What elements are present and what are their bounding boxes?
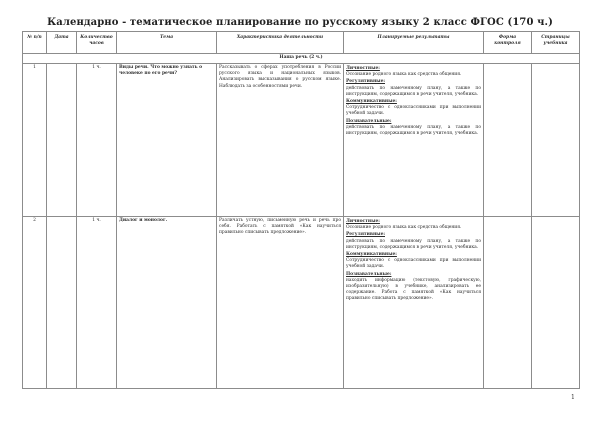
row-activities: [217, 217, 344, 389]
row-topic: Виды речи. Что можно узнать о человеке по его речи?: [117, 64, 217, 217]
table-row: [23, 64, 580, 217]
page-number: 1: [571, 394, 575, 401]
row-hours: 1 ч.: [77, 64, 117, 217]
result-heading: Личностные:: [346, 219, 380, 224]
result-heading: Коммуникативные:: [346, 252, 397, 258]
header-num: № п/п: [23, 32, 47, 54]
result-text: действовать по намеченному плану, а также по инструкциям, содержащимся в речи учителя, учебника.: [346, 85, 481, 97]
result-heading: Познавательные:: [346, 271, 392, 277]
section-title: Наша речь (2 ч.): [23, 54, 580, 64]
row-form: [484, 217, 532, 389]
result-text: действовать по намеченному плану, а также по инструкциям, содержащимся в речи учителя, учебника.: [346, 124, 481, 137]
result-heading: Личностные:: [346, 66, 380, 71]
header-row: [23, 32, 580, 54]
result-text: действовать по намеченному плану, а также по инструкциям, содержащимся в речи учителя, учебника.: [346, 238, 481, 250]
planning-table: [22, 31, 580, 389]
row-hours: 1 ч.: [77, 217, 117, 389]
document-title: Календарно - тематическое планирование по русскому языку 2 класс ФГОС (170 ч.): [47, 17, 553, 28]
header-form: Форма контроля: [484, 32, 532, 54]
row-results: [344, 217, 484, 389]
row-num: 2: [23, 217, 47, 389]
result-text: находить информацию (текстовую, графическую, изобразительную) в учебнике, анализировать ее содержание. Работа с памяткой «Как научиться правильно списывать предложение».: [346, 277, 481, 302]
activities-text: Рассказывать о сферах употребления в России русского языка и национальных языков. Анализировать высказывания о русском языке. Наблюдать за особенностями речи.: [219, 65, 341, 89]
header-date: Дата: [47, 32, 77, 54]
activities-text: Различать устную, письменную речь и речь про себя. Работать с памяткой «Как научиться правильно списывать предложение».: [219, 218, 341, 236]
result-heading: Регулятивные:: [346, 232, 385, 238]
table-row: [23, 217, 580, 389]
result-text: Сотрудничество с одноклассниками при выполнении учебной задачи.: [346, 258, 481, 270]
result-text: Осознание родного языка как средства общения.: [346, 72, 462, 78]
header-results: Планируемые результаты: [344, 32, 484, 54]
section-row: [23, 54, 580, 64]
header-hours: Количество часов: [77, 32, 117, 54]
header-topic: Тема: [117, 32, 217, 54]
result-heading: Коммуникативные:: [346, 99, 397, 105]
result-text: Осознание родного языка как средства общения.: [346, 225, 462, 231]
header-pages: Страницы учебника: [532, 32, 580, 54]
header-activities: Характеристика деятельности: [217, 32, 344, 54]
row-pages: [532, 217, 580, 389]
row-date: [47, 64, 77, 217]
row-num: 1: [23, 64, 47, 217]
row-results: [344, 64, 484, 217]
result-heading: Регулятивные:: [346, 79, 385, 85]
result-heading: Познавательные:: [346, 118, 392, 124]
result-text: Сотрудничество с одноклассниками при выполнении учебной задачи.: [346, 105, 481, 117]
row-date: [47, 217, 77, 389]
row-topic: Диалог и монолог.: [117, 217, 217, 389]
row-pages: [532, 64, 580, 217]
row-form: [484, 64, 532, 217]
row-activities: [217, 64, 344, 217]
